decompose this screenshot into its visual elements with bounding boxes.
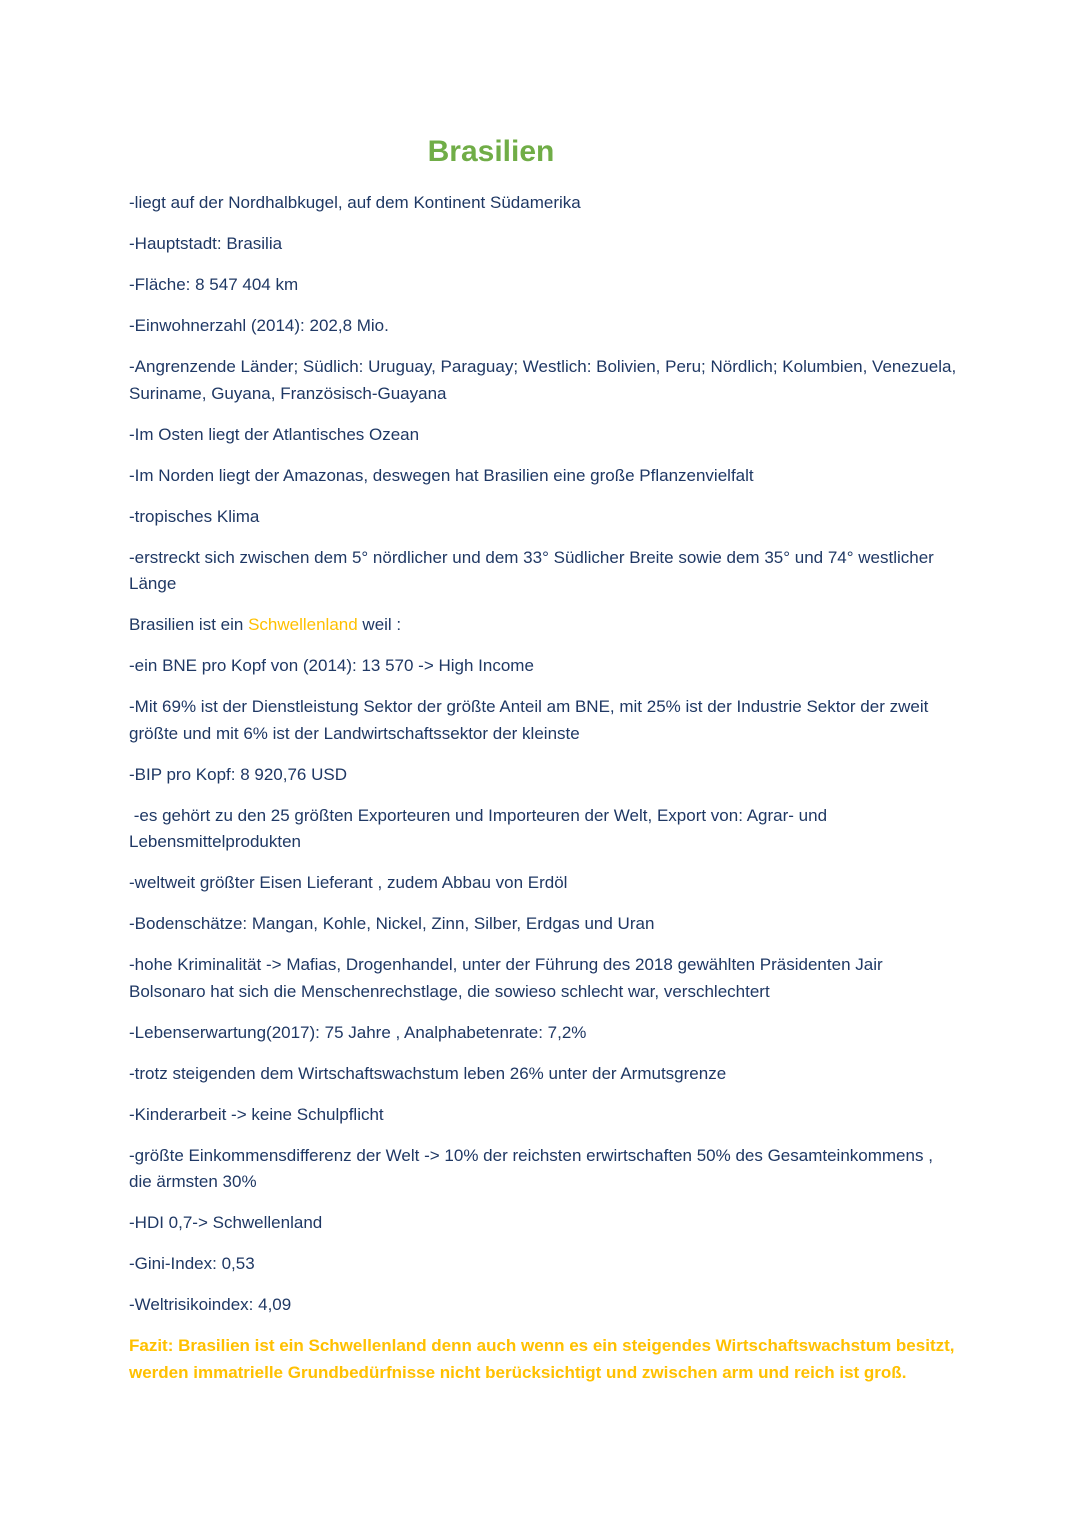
fact-line-population: -Einwohnerzahl (2014): 202,8 Mio. <box>129 316 389 335</box>
reason-line-income-gap: -größte Einkommensdifferenz der Welt -> 10% der reichsten erwirtschaften 50% des Gesamteinkommens , die ärmsten 30% <box>129 1145 933 1191</box>
fact-line-capital: -Hauptstadt: Brasilia <box>129 234 283 253</box>
reason-line-life-expectancy: -Lebenserwartung(2017): 75 Jahre , Analphabetenrate: 7,2% <box>129 1022 587 1042</box>
reason-line-poverty: -trotz steigenden dem Wirtschaftswachstum leben 26% unter der Armutsgrenze <box>129 1063 727 1083</box>
page-title: Brasilien <box>427 135 555 168</box>
reason-line-hdi: -HDI 0,7-> Schwellenland <box>129 1213 323 1232</box>
reason-intro-after: weil : <box>357 615 402 634</box>
conclusion: Fazit: Brasilien ist ein Schwellenland denn auch wenn es ein steigendes Wirtschaftswachstum besitzt, werden immatrielle Grundbedürfnisse nicht berücksichtigt und zwischen arm und reich ist groß. <box>129 1336 955 1382</box>
reason-line-gini: -Gini-Index: 0,53 <box>129 1254 255 1273</box>
reason-line-bne: -ein BNE pro Kopf von (2014): 13 570 -> High Income <box>129 656 534 675</box>
reason-line-resources: -Bodenschätze: Mangan, Kohle, Nickel, Zinn, Silber, Erdgas und Uran <box>129 914 655 933</box>
reason-line-iron: -weltweit größter Eisen Lieferant , zudem Abbau von Erdöl <box>129 873 568 892</box>
reason-line-crime: -hohe Kriminalität -> Mafias, Drogenhandel, unter der Führung des 2018 gewählten Präsidenten Jair Bolsonaro hat sich die Menschenrechstlage, die sowieso schlecht war, verschlechtert <box>129 955 883 1001</box>
reason-line-sectors: -Mit 69% ist der Dienstleistung Sektor der größte Anteil am BNE, mit 25% ist der Industrie Sektor der zweit größte und mit 6% ist der Landwirtschaftssektor der kleinste <box>129 697 929 743</box>
fact-line-hemisphere: -liegt auf der Nordhalbkugel, auf dem Kontinent Südamerika <box>129 193 581 212</box>
fact-line-north: -Im Norden liegt der Amazonas, deswegen hat Brasilien eine große Pflanzenvielfalt <box>129 465 754 485</box>
fact-line-east: -Im Osten liegt der Atlantisches Ozean <box>129 424 420 444</box>
reason-intro <box>129 612 959 639</box>
reason-line-child-labor: -Kinderarbeit -> keine Schulpflicht <box>129 1104 384 1124</box>
document-body <box>129 190 959 1386</box>
reason-line-export: -es gehört zu den 25 größten Exporteuren und Importeuren der Welt, Export von: Agrar- und Lebensmittelprodukten <box>129 805 832 851</box>
fact-line-neighbors: -Angrenzende Länder; Südlich: Uruguay, Paraguay; Westlich: Bolivien, Peru; Nördlich; Kolumbien, Venezuela, Suriname, Guyana, Französisch-Guayana <box>129 357 957 403</box>
fact-line-area: -Fläche: 8 547 404 km <box>129 275 299 294</box>
reason-intro-before: Brasilien ist ein <box>129 615 249 634</box>
fact-line-coordinates: -erstreckt sich zwischen dem 5° nördlicher und dem 33° Südlicher Breite sowie dem 35° und 74° westlicher Länge <box>129 547 934 593</box>
reason-intro-highlight: Schwellenland <box>248 615 358 634</box>
fact-line-climate: -tropisches Klima <box>129 506 260 526</box>
reason-line-bip: -BIP pro Kopf: 8 920,76 USD <box>129 764 347 784</box>
reason-line-world-risk: -Weltrisikoindex: 4,09 <box>129 1295 292 1314</box>
